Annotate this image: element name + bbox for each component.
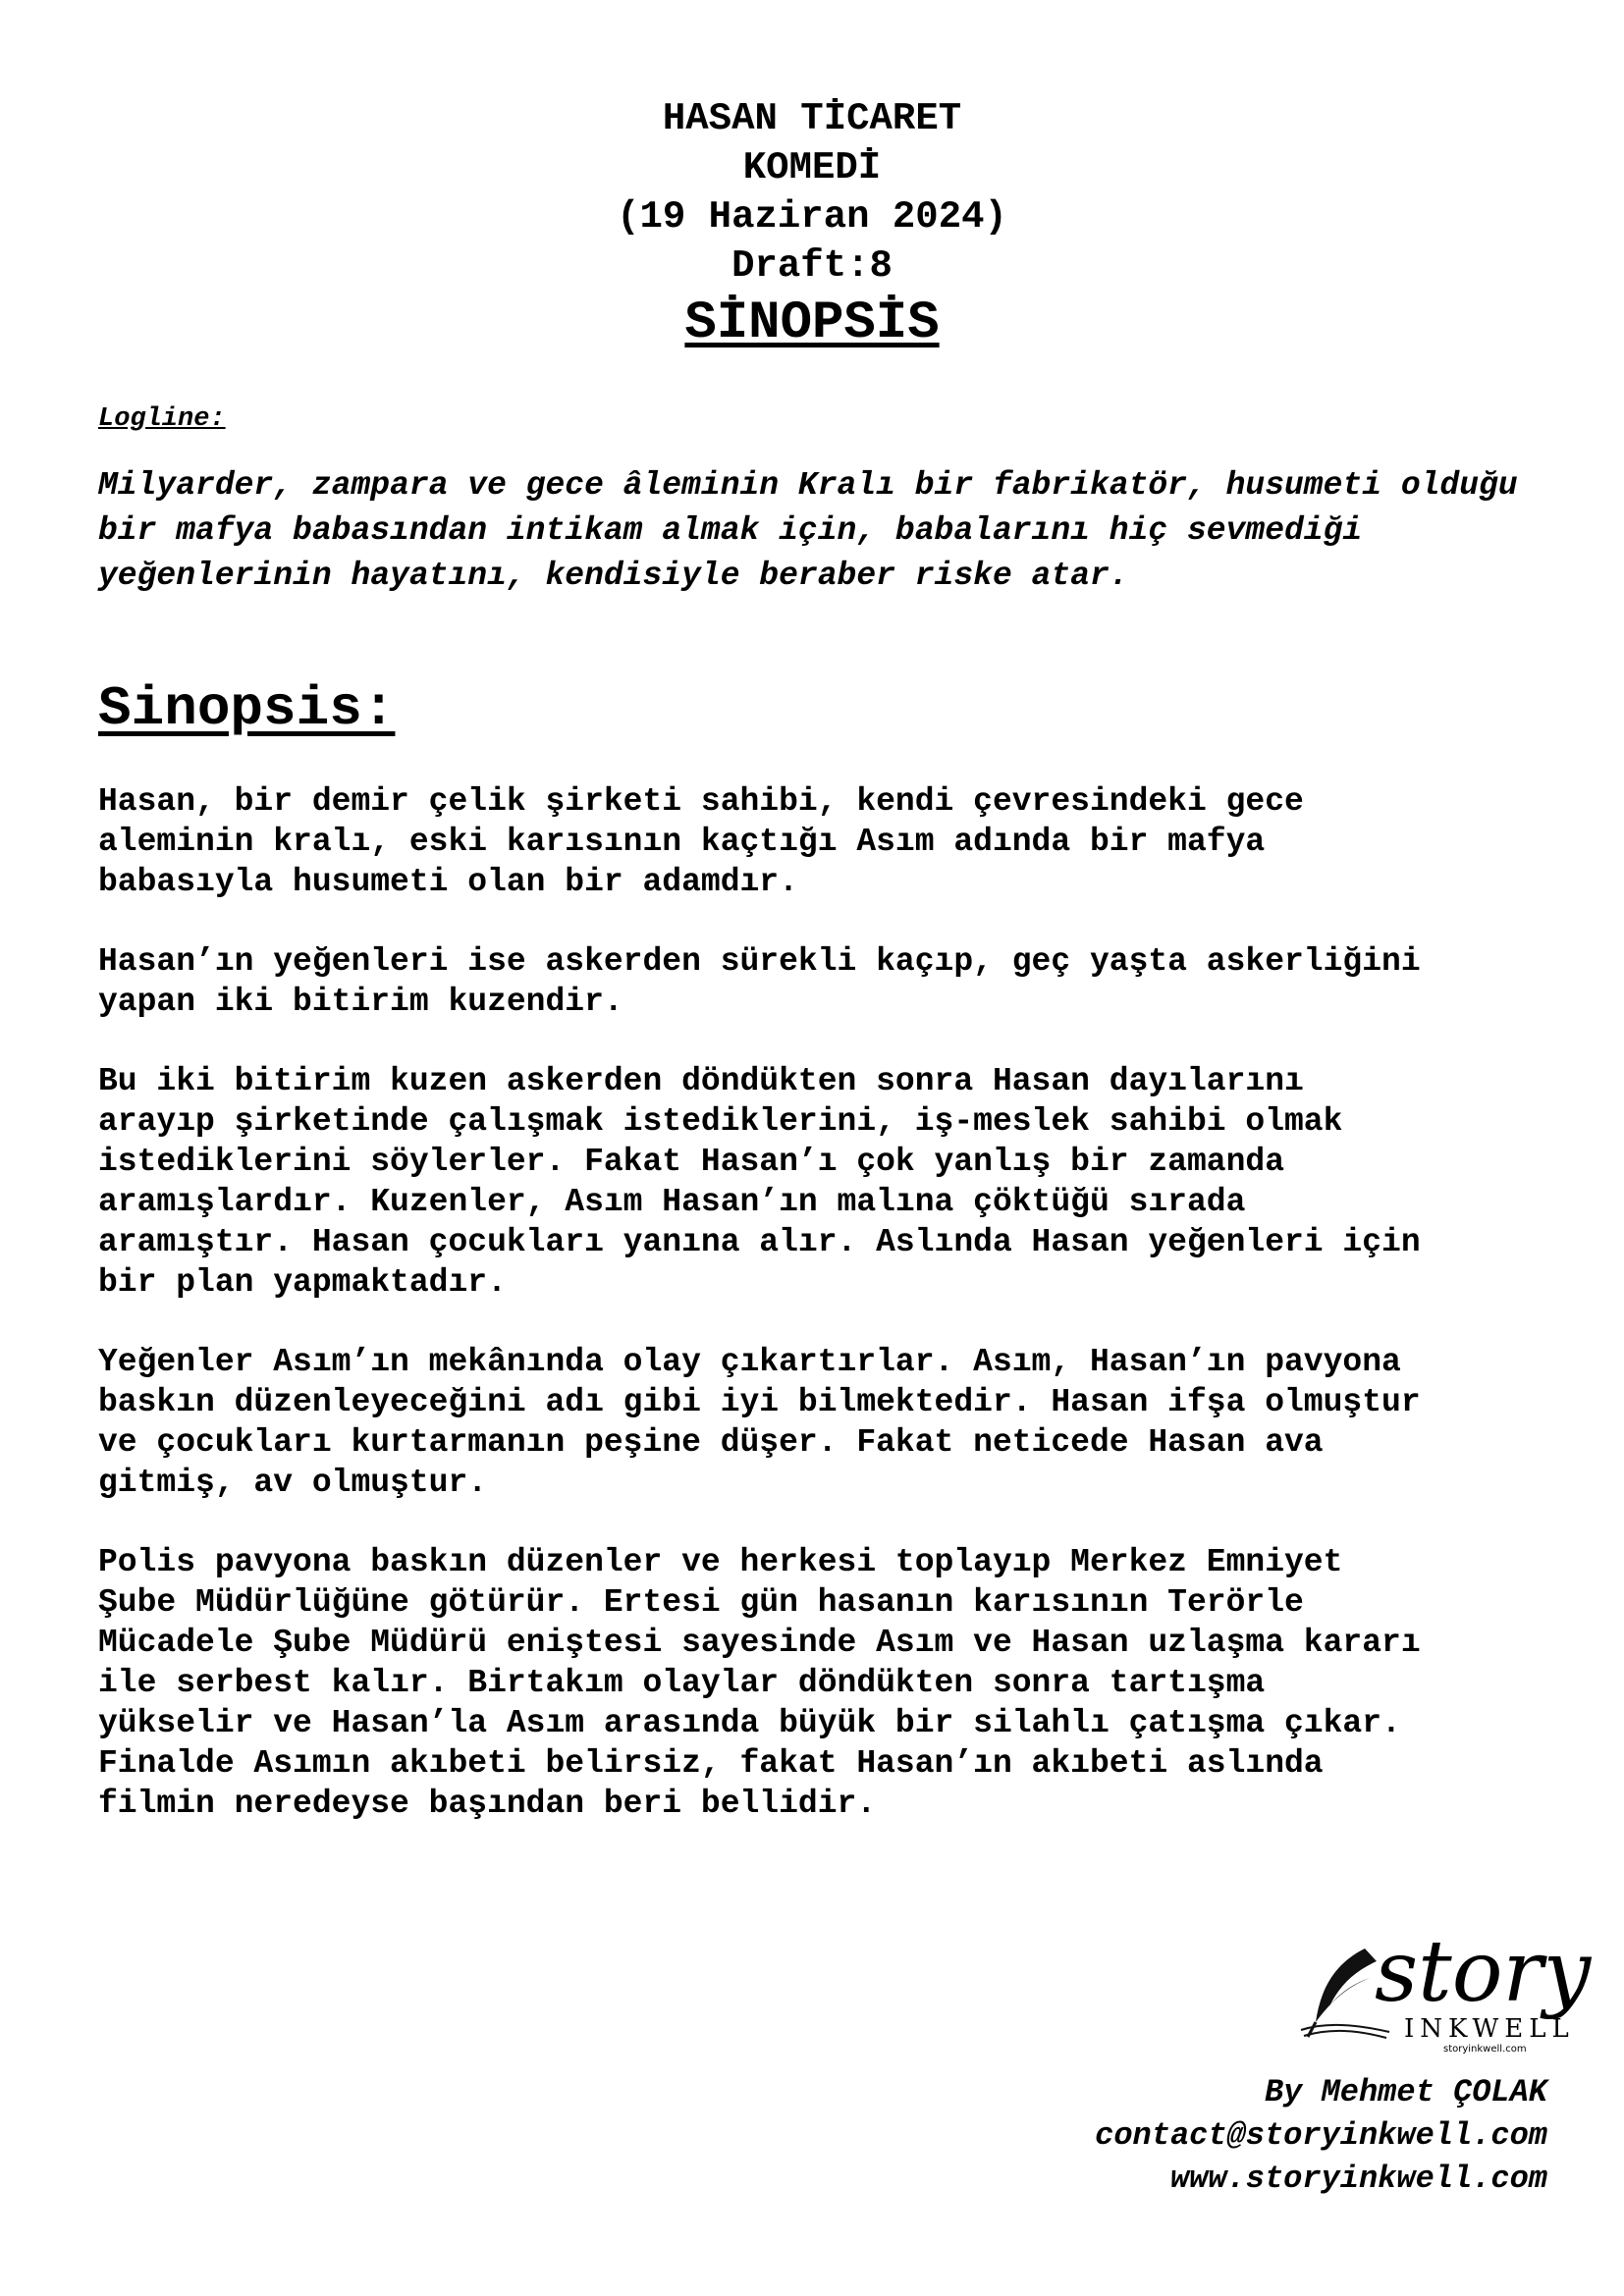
sinopsis-paragraph: Hasan, bir demir çelik şirketi sahibi, kendi çevresindeki gece aleminin kralı, eski karısının kaçtığı Asım adında bir mafya babasıyla husumeti olan bir adamdır.: [98, 783, 1304, 900]
logo-site: storyinkwell.com: [1443, 2044, 1527, 2055]
storyinkwell-logo: [1296, 1923, 1592, 2061]
sinopsis-paragraph: Bu iki bitirim kuzen askerden döndükten sonra Hasan dayılarını arayıp şirketinde çalışmak istediklerini, iş-meslek sahibi olmak istediklerini söylerler. Fakat Hasan’ı çok yanlış bir zamanda aramışlardır. Kuzenler, Asım Hasan’ın malına çöktüğü sırada aramıştır. Hasan çocukları yanına alır. Aslında Hasan yeğenleri için bir plan yapmaktadır.: [98, 1063, 1421, 1301]
draft-number: Draft:8: [731, 244, 893, 288]
author-name: By Mehmet ÇOLAK: [1264, 2074, 1547, 2110]
website-link[interactable]: www.storyinkwell.com: [1169, 2161, 1547, 2197]
script-title: HASAN TİCARET: [662, 97, 962, 140]
contact-email[interactable]: contact@storyinkwell.com: [1095, 2117, 1547, 2154]
sinopsis-heading: Sinopsis:: [98, 677, 396, 740]
title-block: [0, 94, 1624, 353]
logline-text: Milyarder, zampara ve gece âleminin Kralı bir fabrikatör, husumeti olduğu bir mafya babasından intikam almak için, babalarını hiç sevmediği yeğenlerinin hayatını, kendisiyle beraber riske atar.: [98, 467, 1518, 594]
logo-word: story: [1375, 1923, 1592, 2021]
sinopsis-paragraph: Yeğenler Asım’ın mekânında olay çıkartırlar. Asım, Hasan’ın pavyona baskın düzenleyeceğini adı gibi iyi bilmektedir. Hasan ifşa olmuştur ve çocukları kurtarmanın peşine düşer. Fakat neticede Hasan ava gitmiş, av olmuştur.: [98, 1344, 1421, 1501]
logo-subword: INKWELL: [1404, 2014, 1575, 2044]
sinopsis-paragraph: Polis pavyona baskın düzenler ve herkesi toplayıp Merkez Emniyet Şube Müdürlüğüne götürür. Ertesi gün hasanın karısının Terörle Mücadele Şube Müdürü eniştesi sayesinde Asım ve Hasan uzlaşma kararı ile serbest kalır. Birtakım olaylar döndükten sonra tartışma yükselir ve Hasan’la Asım arasında büyük bir silahlı çatışma çıkar. Finalde Asımın akıbeti belirsiz, fakat Hasan’ın akıbeti aslında filmin neredeyse başından beri bellidir.: [98, 1544, 1421, 1822]
document-type-heading: SİNOPSİS: [684, 294, 940, 353]
signature-block: [1095, 2071, 1547, 2201]
sinopsis-body: [98, 781, 1551, 1863]
script-genre: KOMEDİ: [742, 146, 882, 189]
logline-label: Logline:: [98, 404, 226, 434]
script-date: (19 Haziran 2024): [617, 195, 1007, 239]
sinopsis-paragraph: Hasan’ın yeğenleri ise askerden sürekli kaçıp, geç yaşta askerliğini yapan iki bitirim kuzendir.: [98, 943, 1421, 1020]
